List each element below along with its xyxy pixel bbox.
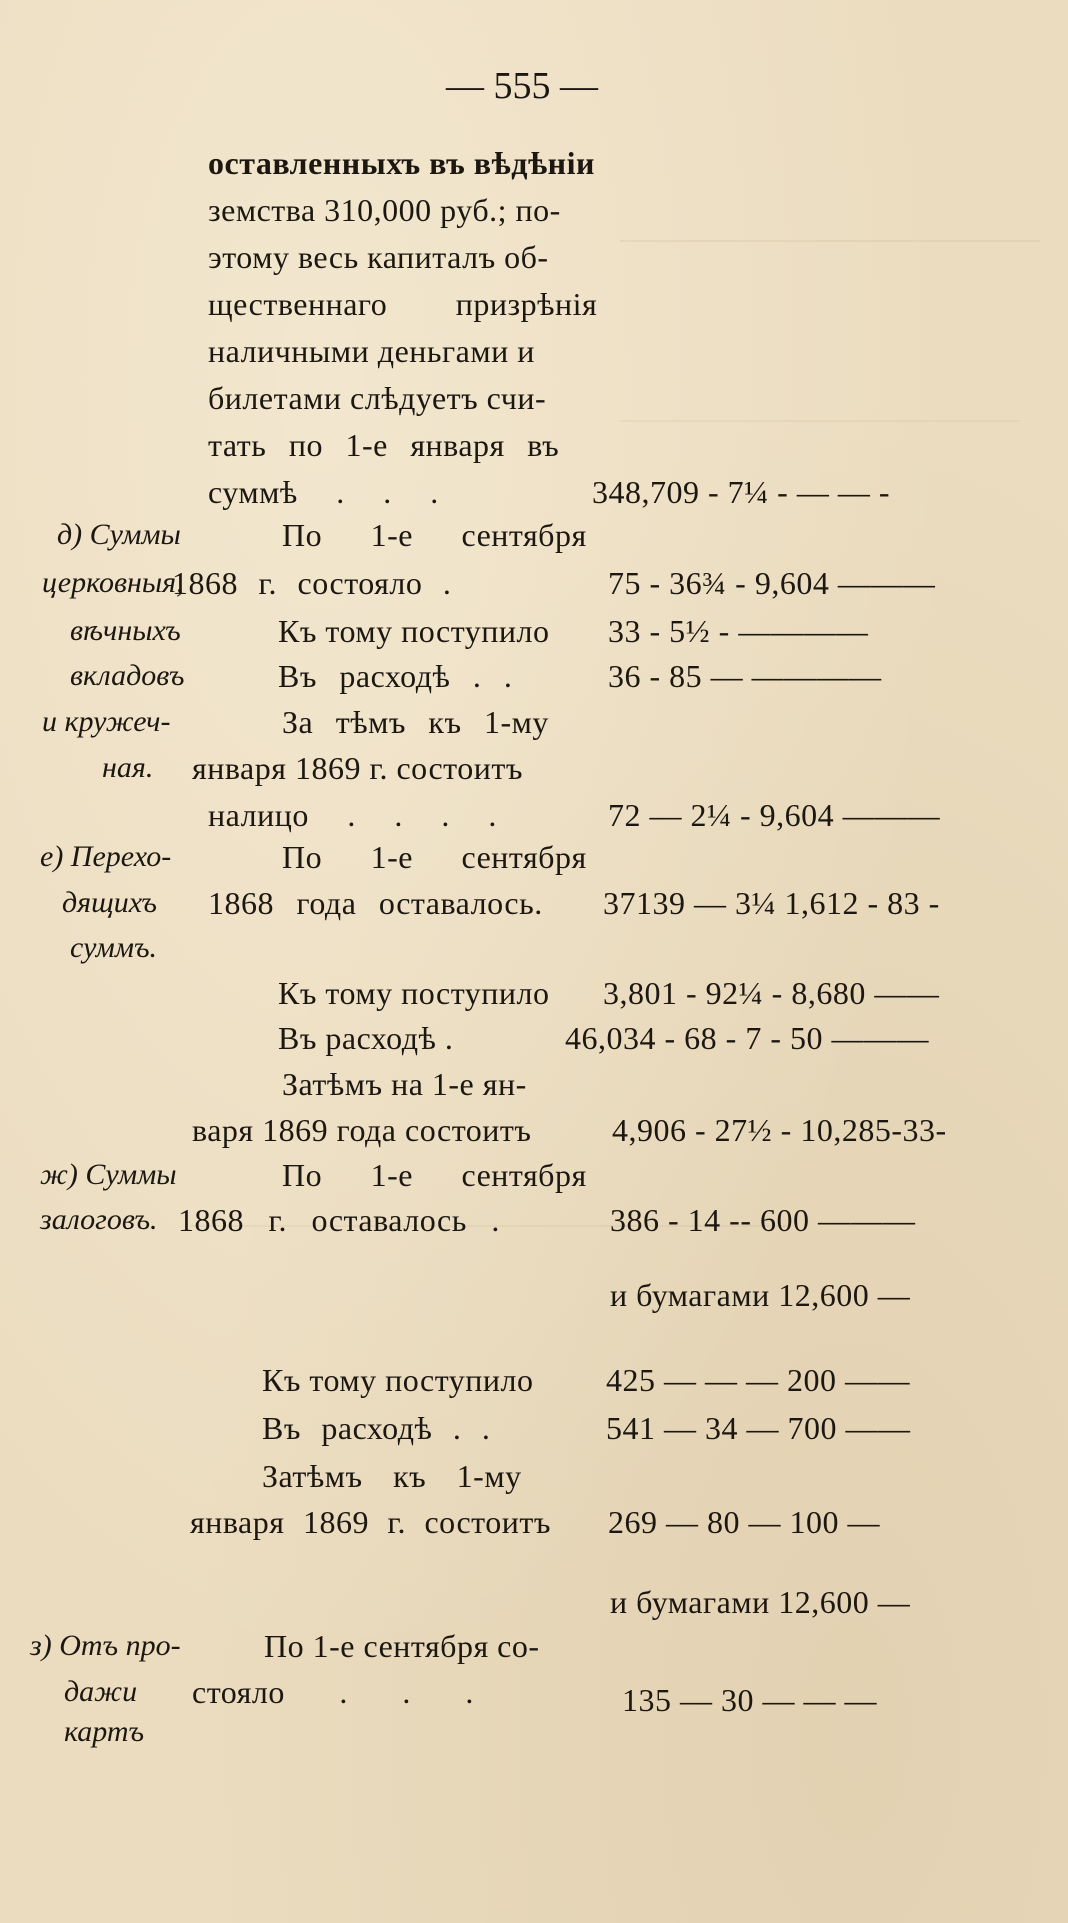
section-e-row-text: 1868 года оставалось. <box>208 885 543 921</box>
intro-line: наличными деньгами и <box>208 333 535 369</box>
intro-value: 348,709 - 7¼ - — — - <box>592 474 890 510</box>
section-e-row-text: Въ расходѣ . <box>278 1020 454 1056</box>
section-e-row-text: По 1-е сентября <box>282 839 587 875</box>
section-d-row-text: Къ тому поступило <box>278 613 550 649</box>
section-e-row-text: варя 1869 года состоитъ <box>192 1112 532 1148</box>
section-d-row-text: По 1-е сентября <box>282 517 587 553</box>
section-d-row-text: налицо . . . . <box>208 797 497 833</box>
section-zh-row-text: января 1869 г. состоитъ <box>190 1504 551 1540</box>
page-number: — 555 — <box>446 65 598 107</box>
section-e-label: дящихъ <box>62 886 157 919</box>
intro-line: билетами слѣдуетъ счи- <box>208 380 547 416</box>
section-z-label: картъ <box>64 1715 145 1748</box>
section-d-label: и кружеч- <box>42 705 171 738</box>
section-d-row-value: 33 - 5½ - ———— <box>608 613 869 649</box>
intro-line: суммѣ . . . <box>208 474 439 510</box>
section-zh-row-value: 425 — — — 200 —— <box>606 1362 910 1398</box>
section-zh-label: залоговъ. <box>40 1203 158 1236</box>
section-e-label: суммъ. <box>70 931 158 964</box>
intro-line: оставленныхъ въ вѣдѣніи <box>208 145 595 181</box>
section-d-row-value: 36 - 85 — ———— <box>608 658 882 694</box>
section-d-row-value: 72 — 2¼ - 9,604 ——— <box>608 797 941 833</box>
section-d-row-text: За тѣмъ къ 1-му <box>282 704 549 740</box>
section-z-row-text: стояло . . . <box>192 1674 474 1710</box>
section-e-row-value: 3,801 - 92¼ - 8,680 —— <box>603 975 940 1011</box>
section-d-row-value: 75 - 36¾ - 9,604 ——— <box>608 565 936 601</box>
section-zh-row-text: Въ расходѣ . . <box>262 1410 491 1446</box>
intro-line: этому весь капиталъ об- <box>208 239 549 275</box>
section-d-label: вѣчныхъ <box>70 614 181 647</box>
section-d-row-text: Въ расходѣ . . <box>278 658 513 694</box>
section-d-row-text: января 1869 г. состоитъ <box>192 750 523 786</box>
section-zh-row-value: 386 - 14 -- 600 ——— <box>610 1202 916 1238</box>
section-zh-row-value: и бумагами 12,600 — <box>610 1584 911 1620</box>
intro-line: тать по 1-е января въ <box>208 427 560 463</box>
section-e-row-value: 46,034 - 68 - 7 - 50 ——— <box>565 1020 929 1056</box>
section-z-row-text: По 1-е сентября со- <box>264 1628 540 1664</box>
section-zh-label: ж) Суммы <box>40 1158 177 1191</box>
section-z-label: дажи <box>64 1675 138 1708</box>
section-e-row-text: Къ тому поступило <box>278 975 550 1011</box>
section-e-label: е) Перехо- <box>40 840 172 873</box>
section-d-row-text: 1868 г. состояло . <box>172 565 452 601</box>
section-zh-row-text: Затѣмъ къ 1-му <box>262 1458 522 1494</box>
section-z-row-value: 135 — 30 — — — <box>622 1682 877 1718</box>
section-zh-row-value: 269 — 80 — 100 — <box>608 1504 880 1540</box>
section-d-label: д) Суммы <box>57 518 181 551</box>
show-through-texture <box>620 420 1020 462</box>
section-d-label: вкладовъ <box>70 659 185 692</box>
section-d-label: ная. <box>102 751 154 784</box>
section-zh-row-text: По 1-е сентября <box>282 1157 587 1193</box>
section-zh-row-value: и бумагами 12,600 — <box>610 1277 911 1313</box>
show-through-texture <box>620 240 1040 282</box>
section-e-row-text: Затѣмъ на 1-е ян- <box>282 1066 527 1102</box>
section-zh-row-text: 1868 г. оставалось . <box>178 1202 500 1238</box>
section-zh-row-value: 541 — 34 — 700 —— <box>606 1410 911 1446</box>
section-e-row-value: 37139 — 3¼ 1,612 - 83 - <box>603 885 940 921</box>
section-e-row-value: 4,906 - 27½ - 10,285-33- <box>612 1112 947 1148</box>
intro-line: земства 310,000 руб.; по- <box>208 192 561 228</box>
intro-line: щественнаго призрѣнія <box>208 286 598 322</box>
section-d-label: церковныя, <box>42 566 184 599</box>
section-z-label: з) Отъ про- <box>30 1629 181 1662</box>
section-zh-row-text: Къ тому поступило <box>262 1362 534 1398</box>
